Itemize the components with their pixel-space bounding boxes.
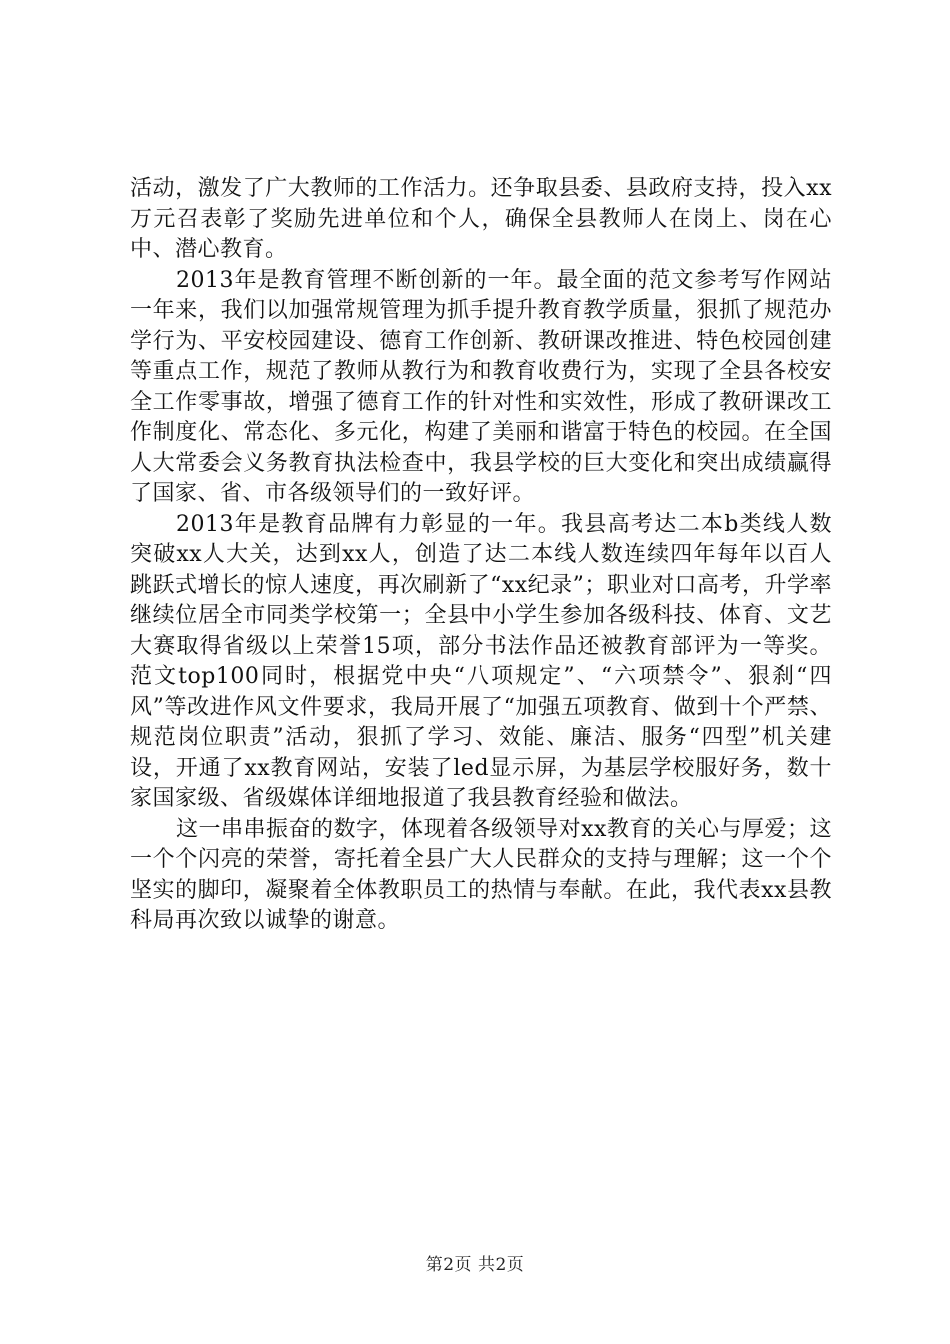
paragraph-acknowledgement: 这一串串振奋的数字，体现着各级领导对xx教育的关心与厚爱；这一个个闪亮的荣誉，寄托着全县广大人民群众的支持与理解；这一个个坚实的脚印，凝聚着全体教职员工的热情与奉献。在此，我代表xx县教科局再次致以诚挚的谢意。	[130, 816, 832, 933]
paragraph-management-innovation: 2013年是教育管理不断创新的一年。最全面的范文参考写作网站一年来，我们以加强常规管理为抓手提升教育教学质量，狠抓了规范办学行为、平安校园建设、德育工作创新、教研课改推进、特色校园创建等重点工作，规范了教师从教行为和教育收费行为，实现了全县各校安全工作零事故，增强了德育工作的针对性和实效性，形成了教研课改工作制度化、常态化、多元化，构建了美丽和谐富于特色的校园。在全国人大常委会义务教育执法检查中，我县学校的巨大变化和突出成绩赢得了国家、省、市各级领导们的一致好评。	[130, 267, 832, 506]
paragraph-education-brand: 2013年是教育品牌有力彰显的一年。我县高考达二本b类线人数突破xx人大关，达到xx人，创造了达二本线人数连续四年每年以百人跳跃式增长的惊人速度，再次刷新了“xx纪录”；职业对口高考，升学率继续位居全市同类学校第一；全县中小学生参加各级科技、体育、文艺大赛取得省级以上荣誉15项，部分书法作品还被教育部评为一等奖。范文top100同时，根据党中央“八项规定”、“六项禁令”、狠刹“四风”等改进作风文件要求，我局开展了“加强五项教育、做到十个严禁、规范岗位职责”活动，狠抓了学习、效能、廉洁、服务“四型”机关建设，开通了xx教育网站，安装了led显示屏，为基层学校服好务，数十家国家级、省级媒体详细地报道了我县教育经验和做法。	[130, 511, 832, 811]
document-body	[130, 174, 832, 937]
paragraph-continuation: 活动，激发了广大教师的工作活力。还争取县委、县政府支持，投入xx万元召表彰了奖励先进单位和个人，确保全县教师人在岗上、岗在心中、潜心教育。	[130, 176, 832, 262]
page-number-footer: 第2页 共2页	[425, 1255, 525, 1275]
